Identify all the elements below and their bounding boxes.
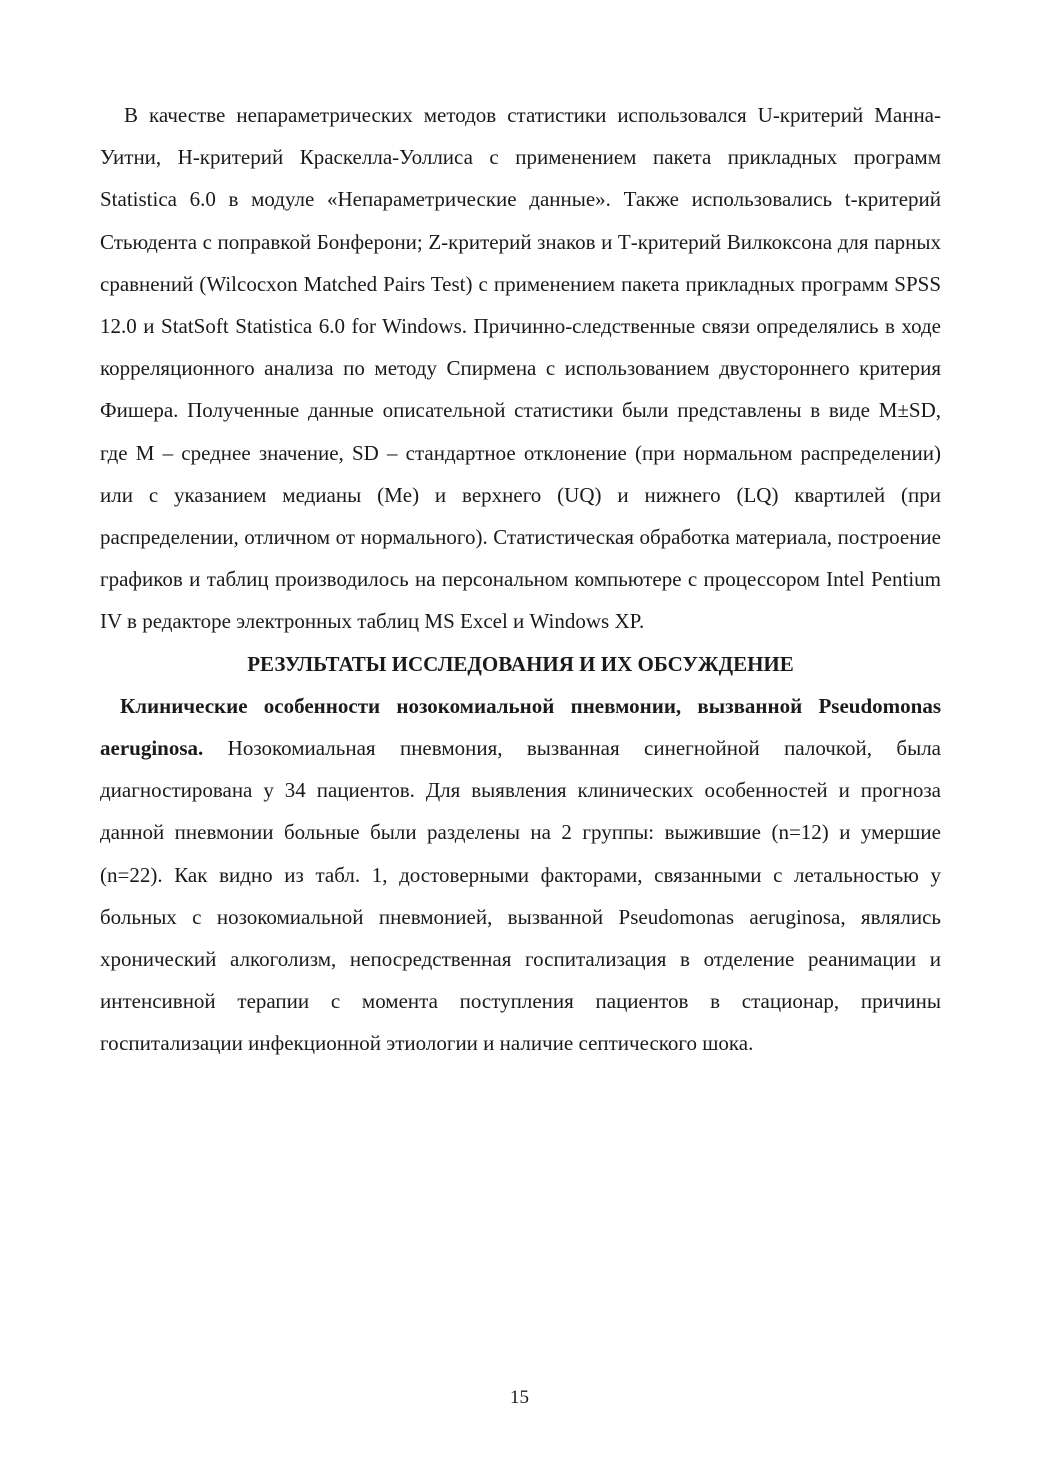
page-number: 15 <box>510 1387 529 1408</box>
paragraph-results <box>100 685 941 1065</box>
paragraph-statistics-methods: В качестве непараметрических методов статистики использовался U-критерий Манна-Уитни, Н-критерий Краскелла-Уоллиса с применением пакета прикладных программ Statistica 6.0 в модуле «Непараметрические данные». Также использовались t-критерий Стьюдента с поправкой Бонферони; Z-критерий знаков и Т-критерий Вилкоксона для парных сравнений (Wilcocxon Matched Pairs Test) с применением пакета прикладных программ SPSS 12.0 и StatSoft Statistica 6.0 for Windows. Причинно-следственные связи определялись в ходе корреляционного анализа по методу Спирмена с использованием двустороннего критерия Фишера. Полученные данные описательной статистики были представлены в виде M±SD, где M – среднее значение, SD – стандартное отклонение (при нормальном распределении) или с указанием медианы (Me) и верхнего (UQ) и нижнего (LQ) квартилей (при распределении, отличном от нормального). Статистическая обработка материала, построение графиков и таблиц производилось на персональном компьютере с процессором Intel Pentium IV в редакторе электронных таблиц MS Excel и Windows XP. <box>100 103 941 634</box>
section-heading: РЕЗУЛЬТАТЫ ИССЛЕДОВАНИЯ И ИХ ОБСУЖДЕНИЕ <box>247 651 794 676</box>
paragraph-results-text: Нозокомиальная пневмония, вызванная синегнойной палочкой, была диагностирована у 34 пациентов. Для выявления клинических особенностей и прогноза данной пневмонии больные были разделены на 2 группы: выжившие (n=12) и умершие (n=22). Как видно из табл. 1, достоверными факторами, связанными с летальностью у больных с нозокомиальной пневмонией, вызванной Pseudomonas aeruginosa, являлись хронический алкоголизм, непосредственная госпитализация в отделение реанимации и интенсивной терапии с момента поступления пациентов в стационар, причины госпитализации инфекционной этиологии и наличие септического шока. <box>100 736 941 1056</box>
body-text <box>100 94 941 1065</box>
paragraph-lead-bold: Клинические особенности нозокомиальной пневмонии, вызванной Pseudomonas aeruginosa. <box>100 693 941 761</box>
